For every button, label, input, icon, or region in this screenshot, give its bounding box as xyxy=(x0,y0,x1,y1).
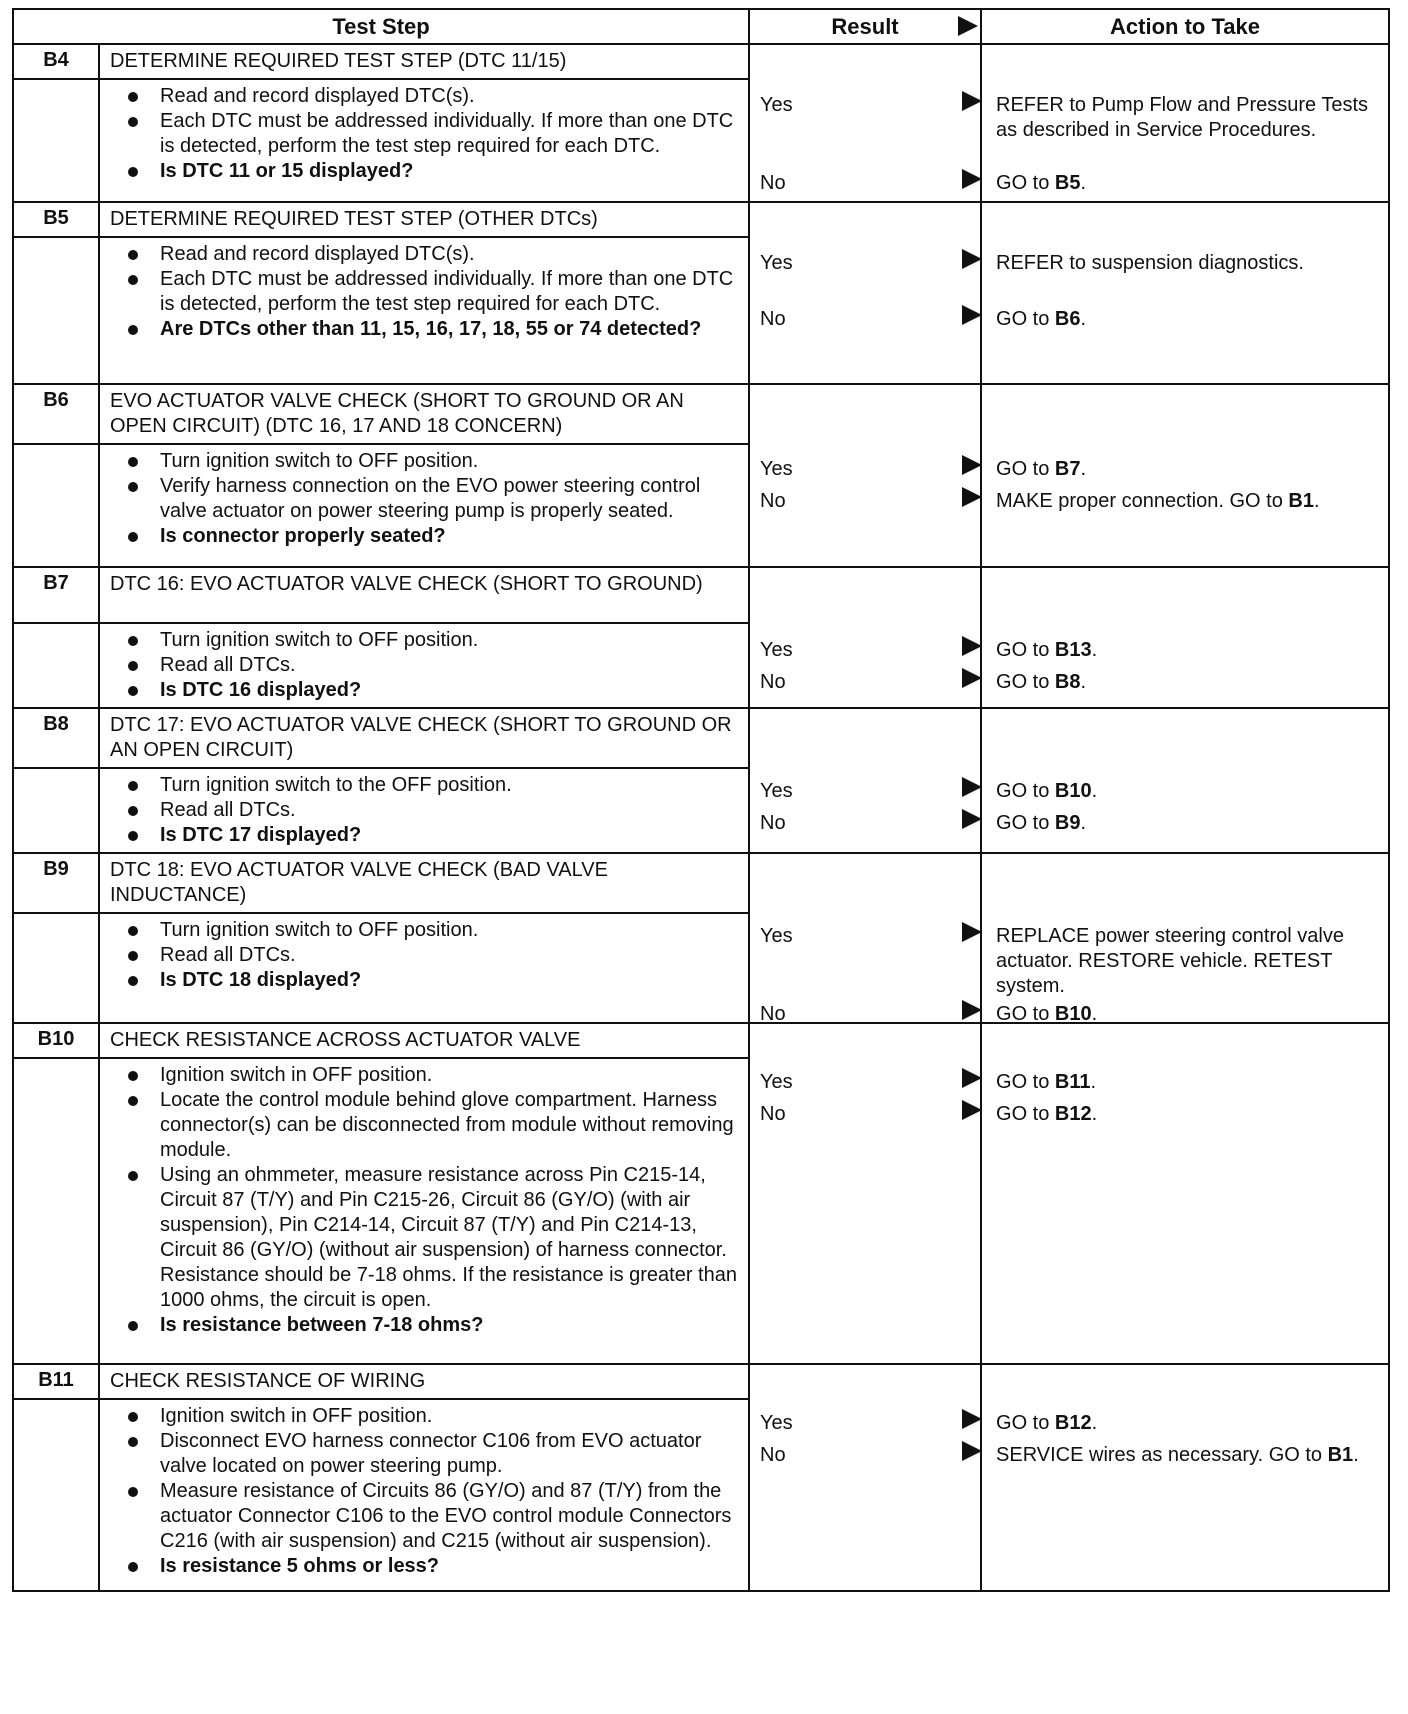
action-cell xyxy=(981,1364,1389,1591)
step-title-row xyxy=(13,44,1389,79)
action-step-ref: B6 xyxy=(1054,308,1081,330)
result-label: No xyxy=(760,308,786,330)
arrow-right-icon xyxy=(962,455,982,475)
bullet-item: Ignition switch in OFF position. xyxy=(124,1063,742,1088)
action-text-main: GO to xyxy=(996,1003,1055,1025)
action-step-ref: B13 xyxy=(1054,639,1092,661)
step-code-blank xyxy=(13,79,99,202)
step-code-blank xyxy=(13,623,99,708)
arrow-right-icon xyxy=(962,169,982,189)
step-code-blank xyxy=(13,768,99,853)
bullet-list xyxy=(124,628,742,703)
step-code-blank xyxy=(13,444,99,567)
result-label: Yes xyxy=(760,639,793,661)
bullet-item: Locate the control module behind glove compartment. Harness connector(s) can be disconnected from module without removing module. xyxy=(124,1088,742,1163)
step-code-blank xyxy=(13,913,99,1023)
step-code-blank xyxy=(13,1058,99,1364)
action-text-end: . xyxy=(1091,1103,1098,1125)
result-label: No xyxy=(760,1103,786,1125)
bullet-item: Using an ohmmeter, measure resistance across Pin C215-14, Circuit 87 (T/Y) and Pin C215-26, Circuit 86 (GY/O) (with air suspension), Pin C214-14, Circuit 87 (T/Y) and Pin C214-13, Circuit 86 (GY/O) (without air suspension) of harness connector. Resistance should be 7-18 ohms. If the resistance is greater than 1000 ohms, the circuit is open. xyxy=(124,1163,742,1313)
result-label: No xyxy=(760,1003,786,1025)
action-text xyxy=(996,457,1382,482)
bullet-item: Turn ignition switch to OFF position. xyxy=(124,918,742,943)
bullet-list xyxy=(124,84,742,184)
action-text xyxy=(996,1070,1382,1095)
action-text-main: GO to xyxy=(996,308,1055,330)
action-text-main: GO to xyxy=(996,1412,1055,1434)
step-title-row xyxy=(13,708,1389,768)
bullet-list xyxy=(124,773,742,848)
result-label: No xyxy=(760,671,786,693)
step-title-row xyxy=(13,853,1389,913)
step-code: B7 xyxy=(13,567,99,623)
step-bullets xyxy=(99,623,749,708)
bullet-question: Is DTC 18 displayed? xyxy=(124,968,742,993)
bullet-list xyxy=(124,1063,742,1338)
action-cell xyxy=(981,1023,1389,1364)
arrow-right-icon xyxy=(962,1409,982,1429)
action-text-end: . xyxy=(1080,458,1087,480)
bullet-item: Verify harness connection on the EVO power steering control valve actuator on power steering pump is properly seated. xyxy=(124,474,742,524)
bullet-item: Ignition switch in OFF position. xyxy=(124,1404,742,1429)
result-label: Yes xyxy=(760,925,793,947)
header-result-label: Result xyxy=(831,13,899,39)
table-header xyxy=(13,9,1389,44)
bullet-item: Each DTC must be addressed individually. If more than one DTC is detected, perform the test step required for each DTC. xyxy=(124,267,742,317)
bullet-list xyxy=(124,918,742,993)
bullet-item: Read all DTCs. xyxy=(124,653,742,678)
bullet-item: Read and record displayed DTC(s). xyxy=(124,242,742,267)
step-code: B5 xyxy=(13,202,99,237)
bullet-item: Turn ignition switch to the OFF position. xyxy=(124,773,742,798)
bullet-list xyxy=(124,1404,742,1579)
action-text-main: GO to xyxy=(996,458,1055,480)
action-text xyxy=(996,1411,1382,1436)
action-text-main: GO to xyxy=(996,639,1055,661)
action-text-main: REFER to suspension diagnostics. xyxy=(996,252,1304,274)
step-code: B9 xyxy=(13,853,99,913)
arrow-right-icon xyxy=(962,668,982,688)
action-text xyxy=(996,307,1382,332)
bullet-question: Is resistance between 7-18 ohms? xyxy=(124,1313,742,1338)
bullet-item: Read and record displayed DTC(s). xyxy=(124,84,742,109)
bullet-list xyxy=(124,242,742,342)
bullet-item: Turn ignition switch to OFF position. xyxy=(124,628,742,653)
action-text-main: GO to xyxy=(996,812,1055,834)
bullet-item: Measure resistance of Circuits 86 (GY/O) and 87 (T/Y) from the actuator Connector C106 to the EVO control module Connectors C216 (with air suspension) and C215 (without air suspension). xyxy=(124,1479,742,1554)
bullet-item: Turn ignition switch to OFF position. xyxy=(124,449,742,474)
result-label: Yes xyxy=(760,780,793,802)
step-bullets xyxy=(99,768,749,853)
step-title: EVO ACTUATOR VALVE CHECK (SHORT TO GROUND OR AN OPEN CIRCUIT) (DTC 16, 17 AND 18 CONCERN) xyxy=(99,384,749,444)
action-text-end: . xyxy=(1313,490,1320,512)
action-text-main: MAKE proper connection. GO to xyxy=(996,490,1289,512)
action-text-end: . xyxy=(1080,308,1087,330)
step-title: DETERMINE REQUIRED TEST STEP (DTC 11/15) xyxy=(99,44,749,79)
arrow-right-icon xyxy=(962,777,982,797)
arrow-right-icon xyxy=(958,16,978,36)
action-text xyxy=(996,924,1382,999)
step-code: B8 xyxy=(13,708,99,768)
step-title-row xyxy=(13,384,1389,444)
action-text-end: . xyxy=(1091,639,1098,661)
step-title-row xyxy=(13,202,1389,237)
result-cell xyxy=(749,1364,981,1591)
step-code: B4 xyxy=(13,44,99,79)
action-text xyxy=(996,171,1382,196)
result-cell xyxy=(749,567,981,708)
step-bullets xyxy=(99,1058,749,1364)
bullet-question: Is connector properly seated? xyxy=(124,524,742,549)
step-bullets xyxy=(99,913,749,1023)
action-step-ref: B1 xyxy=(1288,490,1314,512)
action-step-ref: B9 xyxy=(1054,812,1081,834)
action-step-ref: B10 xyxy=(1054,1003,1092,1025)
step-title-row xyxy=(13,567,1389,623)
action-text xyxy=(996,670,1382,695)
action-text-main: GO to xyxy=(996,1071,1055,1093)
header-result xyxy=(749,9,981,44)
action-step-ref: B10 xyxy=(1054,780,1092,802)
action-text-main: GO to xyxy=(996,172,1055,194)
arrow-right-icon xyxy=(962,1100,982,1120)
action-cell xyxy=(981,853,1389,1023)
action-text-end: . xyxy=(1353,1444,1359,1466)
action-text-main: SERVICE wires as necessary. GO to xyxy=(996,1444,1328,1466)
result-label: No xyxy=(760,490,786,512)
arrow-right-icon xyxy=(962,809,982,829)
header-test-step: Test Step xyxy=(13,9,749,44)
step-bullets xyxy=(99,237,749,384)
result-cell xyxy=(749,708,981,853)
diagnostic-table xyxy=(12,8,1388,1592)
arrow-right-icon xyxy=(962,922,982,942)
action-step-ref: B5 xyxy=(1054,172,1081,194)
arrow-right-icon xyxy=(962,249,982,269)
result-label: No xyxy=(760,172,786,194)
action-text-end: . xyxy=(1080,172,1087,194)
bullet-list xyxy=(124,449,742,549)
step-code: B10 xyxy=(13,1023,99,1058)
action-cell xyxy=(981,202,1389,384)
result-label: Yes xyxy=(760,1071,793,1093)
result-cell xyxy=(749,384,981,567)
step-title: DTC 17: EVO ACTUATOR VALVE CHECK (SHORT TO GROUND OR AN OPEN CIRCUIT) xyxy=(99,708,749,768)
result-cell xyxy=(749,853,981,1023)
action-text-end: . xyxy=(1090,1071,1097,1093)
result-label: Yes xyxy=(760,252,793,274)
action-cell xyxy=(981,384,1389,567)
step-bullets xyxy=(99,444,749,567)
bullet-question: Is DTC 17 displayed? xyxy=(124,823,742,848)
result-label: No xyxy=(760,812,786,834)
bullet-item: Read all DTCs. xyxy=(124,943,742,968)
action-text-end: . xyxy=(1091,1412,1098,1434)
action-text-main: GO to xyxy=(996,671,1055,693)
arrow-right-icon xyxy=(962,1068,982,1088)
action-cell xyxy=(981,44,1389,202)
step-code: B6 xyxy=(13,384,99,444)
result-label: Yes xyxy=(760,1412,793,1434)
action-text xyxy=(996,489,1382,514)
action-text-main: REPLACE power steering control valve actuator. RESTORE vehicle. RETEST system. xyxy=(996,925,1344,997)
action-text-end: . xyxy=(1080,812,1087,834)
arrow-right-icon xyxy=(962,636,982,656)
step-code-blank xyxy=(13,1399,99,1591)
step-title: DTC 18: EVO ACTUATOR VALVE CHECK (BAD VALVE INDUCTANCE) xyxy=(99,853,749,913)
action-text xyxy=(996,638,1382,663)
bullet-question: Is DTC 11 or 15 displayed? xyxy=(124,159,742,184)
step-title: DETERMINE REQUIRED TEST STEP (OTHER DTCs) xyxy=(99,202,749,237)
action-text xyxy=(996,93,1382,143)
bullet-question: Is DTC 16 displayed? xyxy=(124,678,742,703)
action-step-ref: B1 xyxy=(1327,1444,1354,1466)
bullet-question: Are DTCs other than 11, 15, 16, 17, 18, 55 or 74 detected? xyxy=(124,317,742,342)
header-action: Action to Take xyxy=(981,9,1389,44)
action-text-end: . xyxy=(1091,780,1098,802)
action-cell xyxy=(981,567,1389,708)
result-cell xyxy=(749,44,981,202)
action-step-ref: B7 xyxy=(1054,458,1081,480)
bullet-item: Disconnect EVO harness connector C106 from EVO actuator valve located on power steering pump. xyxy=(124,1429,742,1479)
action-text-end: . xyxy=(1080,671,1087,693)
action-step-ref: B12 xyxy=(1054,1103,1092,1125)
step-code: B11 xyxy=(13,1364,99,1399)
action-text xyxy=(996,811,1382,836)
step-title-row xyxy=(13,1364,1389,1399)
action-step-ref: B11 xyxy=(1054,1071,1091,1093)
arrow-right-icon xyxy=(962,305,982,325)
step-title: CHECK RESISTANCE ACROSS ACTUATOR VALVE xyxy=(99,1023,749,1058)
result-cell xyxy=(749,202,981,384)
action-text xyxy=(996,779,1382,804)
action-text xyxy=(996,251,1382,276)
action-step-ref: B12 xyxy=(1054,1412,1092,1434)
step-code-blank xyxy=(13,237,99,384)
action-step-ref: B8 xyxy=(1054,671,1081,693)
arrow-right-icon xyxy=(962,1000,982,1020)
step-bullets xyxy=(99,1399,749,1591)
arrow-right-icon xyxy=(962,1441,982,1461)
action-text-end: . xyxy=(1091,1003,1098,1025)
step-title: CHECK RESISTANCE OF WIRING xyxy=(99,1364,749,1399)
step-title-row xyxy=(13,1023,1389,1058)
action-text-main: GO to xyxy=(996,1103,1055,1125)
result-label: No xyxy=(760,1444,786,1466)
action-text-main: GO to xyxy=(996,780,1055,802)
result-cell xyxy=(749,1023,981,1364)
arrow-right-icon xyxy=(962,91,982,111)
action-cell xyxy=(981,708,1389,853)
step-title: DTC 16: EVO ACTUATOR VALVE CHECK (SHORT TO GROUND) xyxy=(99,567,749,623)
step-bullets xyxy=(99,79,749,202)
action-text xyxy=(996,1102,1382,1127)
bullet-item: Each DTC must be addressed individually. If more than one DTC is detected, perform the test step required for each DTC. xyxy=(124,109,742,159)
action-text-main: REFER to Pump Flow and Pressure Tests as described in Service Procedures. xyxy=(996,94,1369,141)
bullet-question: Is resistance 5 ohms or less? xyxy=(124,1554,742,1579)
arrow-right-icon xyxy=(962,487,982,507)
result-label: Yes xyxy=(760,458,793,480)
result-label: Yes xyxy=(760,94,793,116)
action-text xyxy=(996,1443,1382,1468)
bullet-item: Read all DTCs. xyxy=(124,798,742,823)
